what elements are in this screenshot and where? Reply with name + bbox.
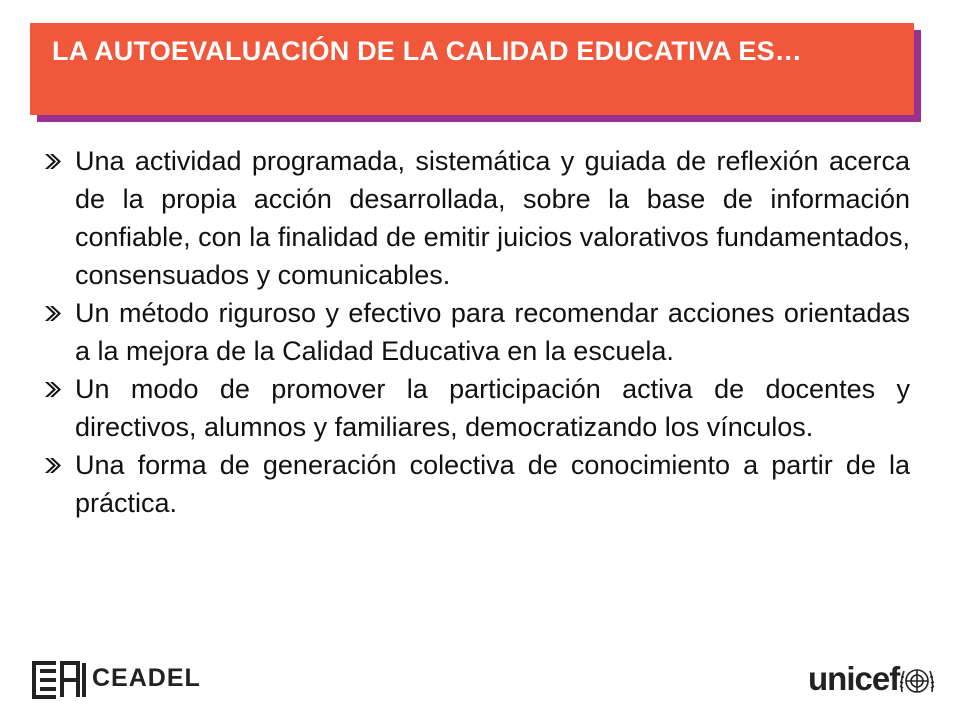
bullet-text: Una forma de generación colectiva de conocimiento a partir de la práctica.: [75, 450, 910, 518]
bullet-text: Un método riguroso y efectivo para recomendar acciones orientadas a la mejora de la Calidad Educativa en la escuela.: [75, 298, 910, 366]
ceadel-logo-text: CEADEL: [92, 664, 201, 692]
bullet-item: [40, 294, 910, 370]
slide-title: LA AUTOEVALUACIÓN DE LA CALIDAD EDUCATIVA ES…: [52, 36, 802, 66]
un-emblem-icon: [898, 662, 936, 700]
arrow-bullet-icon: [44, 153, 62, 170]
bullet-item: [40, 446, 910, 522]
bullet-list: [40, 142, 910, 522]
arrow-bullet-icon: [44, 457, 62, 474]
unicef-logo-text: unicef: [808, 660, 900, 697]
bullet-item: [40, 370, 910, 446]
bullet-text: Una actividad programada, sistemática y guiada de reflexión acerca de la propia acción desarrollada, sobre la base de información confiable, con la finalidad de emitir juicios valorativos fundamentados, consensuados y comunicables.: [75, 146, 910, 290]
bullet-item: [40, 142, 910, 294]
arrow-bullet-icon: [44, 381, 62, 398]
bullet-text: Un modo de promover la participación activa de docentes y directivos, alumnos y familiares, democratizando los vínculos.: [75, 374, 910, 442]
arrow-bullet-icon: [44, 305, 62, 322]
